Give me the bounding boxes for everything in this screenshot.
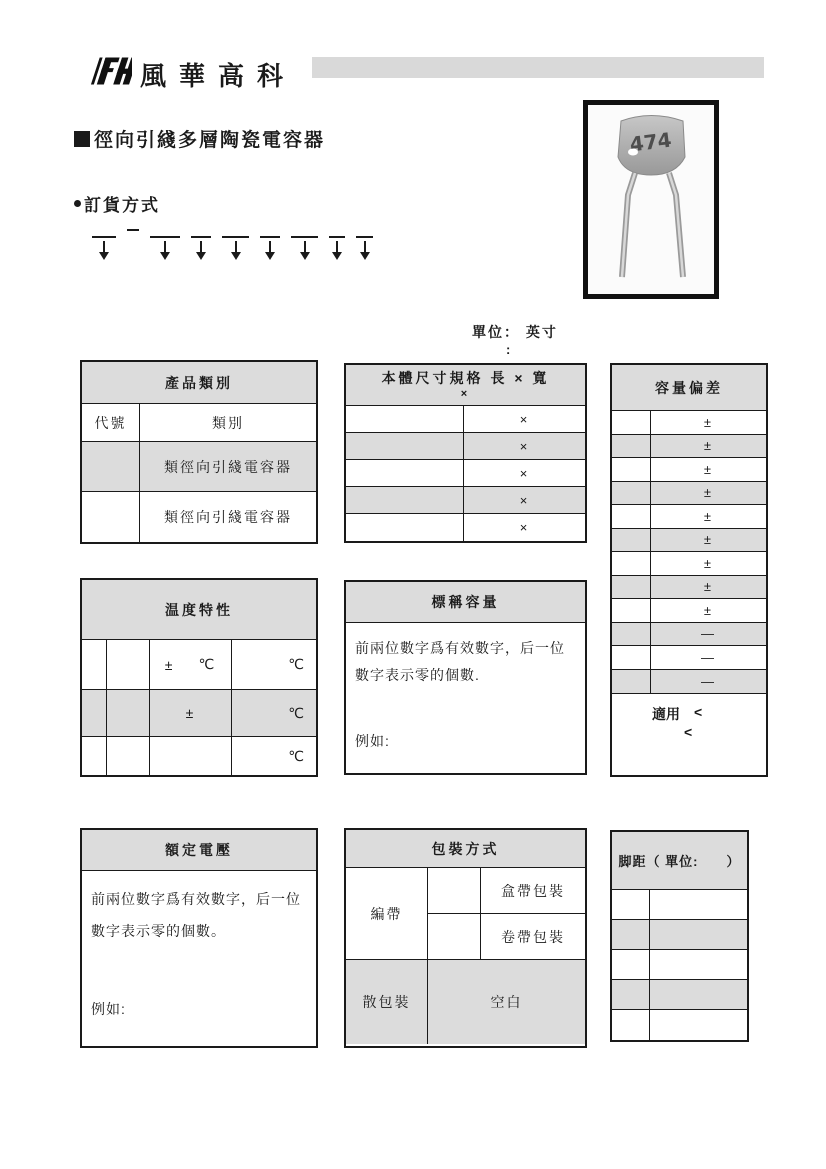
table-row [612,599,766,623]
tolerance-value-cell: — [701,649,716,665]
lead-spacing-table [610,830,749,1042]
ordering-code-blank [92,224,116,238]
page-title [74,125,325,152]
section-marker-icon [74,131,90,147]
code-cell [428,914,481,959]
bullet-icon [74,200,81,207]
tolerance-code-cell [612,670,651,694]
footnote-label: 適用 [652,706,680,722]
tolerance-code-cell [612,646,651,669]
tolerance-sign: ± [164,656,175,673]
table-row [428,913,585,959]
ordering-code-blank [356,224,373,238]
ordering-code-segment [92,224,116,252]
down-arrow-icon [235,241,237,252]
tolerance-value-cell: — [701,673,716,689]
table-row [612,435,766,459]
table-row [612,623,766,647]
table-row [612,458,766,482]
tolerance-value-cell: ± [703,438,714,454]
tolerance-value-cell: ± [703,508,714,524]
temperature-rows [82,640,316,775]
size-code-cell [346,514,464,541]
down-arrow-icon [164,241,166,252]
temp-range-cell: ℃ [288,656,306,672]
table-row [612,670,766,694]
example-label: 例如: [91,1001,126,1018]
tolerance-code-cell [612,623,651,646]
temp-range-cell: ℃ [288,747,306,764]
tolerance-value-cell: ± [703,532,714,548]
product-category-table [80,360,318,544]
down-arrow-icon [103,241,105,252]
table-row [612,482,766,506]
temp-char-cell [107,640,150,689]
table-row [82,690,316,737]
temp-char-cell [107,690,150,736]
tolerance-temp: ℃ [198,656,217,672]
ordering-section-label [74,191,160,216]
lead-spacing-rows [612,890,747,1040]
table-row [612,920,747,950]
packaging-table [344,828,587,1048]
ordering-code-blank [191,224,211,238]
body-size-table [344,363,587,543]
description-text: 前兩位數字爲有效數字，后一位數字表示零的個數。 [91,891,301,940]
lead-value-cell [650,920,747,949]
temp-char-cell [107,737,150,775]
table-title: 温度特性 [82,580,316,640]
temp-code-cell [82,737,107,775]
table-row [346,487,585,514]
size-dims-cell: × [519,465,530,481]
table-row [428,868,585,913]
tolerance-code-cell [612,552,651,575]
temp-code-cell [82,640,107,689]
table-row [346,514,585,541]
tolerance-value-cell: ± [703,461,714,477]
table-row [612,646,766,670]
lead-value-cell [650,980,747,1009]
table-row [346,406,585,433]
tolerance-value-cell: ± [703,555,714,571]
size-code-cell [346,433,464,459]
table-title: 標稱容量 [346,582,585,623]
tolerance-code-cell [612,599,651,622]
tolerance-rows [612,411,766,693]
footnote-lt: < [684,724,693,740]
lead-code-cell [612,950,650,979]
ordering-code-separator [127,224,139,231]
company-logo-icon [78,50,132,97]
temp-tolerance-cell [150,737,232,775]
ordering-code-blank [329,224,345,238]
box-packing-cell: 盒帶包裝 [501,882,565,899]
lead-code-cell [612,890,650,919]
tolerance-value-cell: — [701,626,716,642]
unit-note: 單位： 英寸 [472,324,558,340]
lead-value-cell [650,950,747,979]
lead-code-cell [612,980,650,1009]
table-title: 包裝方式 [346,830,585,868]
size-code-cell [346,487,464,513]
table-title: 本體尺寸規格 長 × 寬 × [346,365,585,406]
code-header-cell: 代號 [82,404,140,441]
down-arrow-icon [269,241,271,252]
table-title: 容量偏差 [612,365,766,411]
tolerance-code-cell [612,435,651,458]
company-name: 風華高科 [140,61,297,91]
ordering-section-text: 訂貨方式 [84,196,160,215]
size-rows [346,406,585,541]
reel-packing-cell: 卷帶包裝 [501,928,565,945]
category-code-cell [82,492,140,542]
lead-value-cell [650,890,747,919]
tolerance-code-cell [612,505,651,528]
category-label-cell: 類徑向引綫電容器 [164,509,292,525]
ordering-code-segment [150,224,180,252]
footnote-lt: < [694,704,703,720]
tolerance-value-cell: ± [703,602,714,618]
tolerance-code-cell [612,458,651,481]
tolerance-sign: ± [185,705,196,721]
table-row [346,460,585,487]
table-row [82,737,316,775]
size-dims-cell: × [519,492,530,508]
temp-tolerance-cell [150,690,232,736]
down-arrow-icon [364,241,366,252]
lead-value-cell [650,1010,747,1040]
capacitor-photo [583,100,719,299]
nominal-capacitance-table [344,580,587,775]
temp-code-cell [82,690,107,736]
lead-code-cell [612,1010,650,1040]
table-row [82,640,316,690]
ordering-code-segment [291,224,318,252]
tolerance-value-cell: ± [703,414,714,430]
taped-packing-rows [346,868,585,960]
table-row [82,442,316,492]
ordering-code-blank [222,224,249,238]
size-code-cell [346,406,464,432]
table-row [612,411,766,435]
category-rows [82,442,316,542]
tolerance-code-cell [612,482,651,505]
tolerance-code-cell [612,411,651,434]
ordering-code-segment [356,224,373,252]
temp-tolerance-cell [150,640,232,689]
ordering-code-blank [150,224,180,238]
down-arrow-icon [304,241,306,252]
tolerance-table [610,363,768,777]
table-title: 脚距（ 單位: ） [612,832,747,890]
header-divider-bar [312,57,764,78]
table-row [612,890,747,920]
taped-label-cell: 編帶 [346,868,428,959]
down-arrow-icon [336,241,338,252]
tolerance-code-cell [612,529,651,552]
lead-code-cell [612,920,650,949]
temp-range-cell: ℃ [288,704,306,721]
ordering-code-segment [329,224,345,252]
table-row [82,492,316,542]
ordering-code-blank [260,224,280,238]
size-code-cell [346,460,464,486]
class-header-cell: 類別 [212,414,244,431]
category-code-cell [82,442,140,491]
rated-voltage-table [80,828,318,1048]
table-body-text [82,871,316,1038]
table-row [612,1010,747,1040]
code-cell [428,868,481,913]
table-row [612,529,766,553]
ordering-code-segment [260,224,280,252]
ordering-code-segment [222,224,249,252]
blank-cell: 空白 [490,994,523,1010]
tolerance-value-cell: ± [703,485,714,501]
table-row [612,980,747,1010]
ordering-code-segment [191,224,211,252]
table-body-text [346,623,585,767]
bulk-packing-row [346,960,585,1044]
down-arrow-icon [200,241,202,252]
bulk-label-cell: 散包裝 [346,960,428,1044]
tolerance-footnote [612,693,766,775]
ordering-code-blank [291,224,318,238]
table-row [612,576,766,600]
table-title: 產品類別 [82,362,316,404]
example-label: 例如: [355,733,390,750]
tolerance-code-cell [612,576,651,599]
table-title: 額定電壓 [82,830,316,871]
unit-note-colon: : [506,342,511,357]
table-row [612,950,747,980]
ordering-diagram [92,224,373,252]
table-row [612,505,766,529]
size-dims-cell: × [519,520,530,535]
size-dims-cell: × [519,411,530,427]
table-header-row [82,404,316,442]
description-text: 前兩位數字爲有效數字，后一位數字表示零的個數. [355,640,565,683]
category-label-cell: 類徑向引綫電容器 [164,458,292,475]
tolerance-value-cell: ± [703,579,714,595]
capacitor-marking: 474 [628,127,673,157]
page-title-text: 徑向引綫多層陶瓷電容器 [94,130,326,151]
temperature-table [80,578,318,777]
size-dims-cell: × [519,438,530,454]
table-row [346,433,585,460]
table-row [612,552,766,576]
